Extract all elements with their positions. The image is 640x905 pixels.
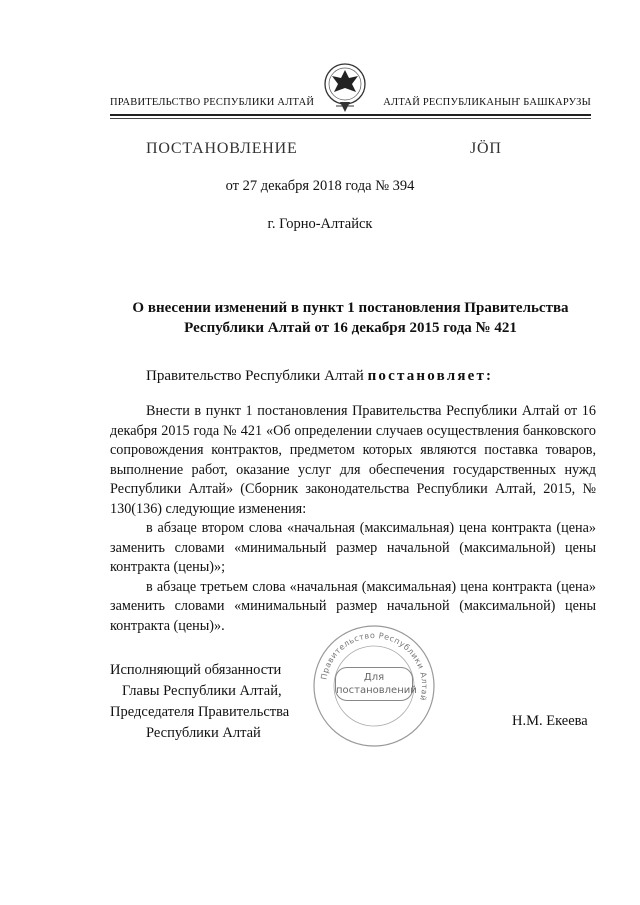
signature-block bbox=[110, 660, 289, 744]
stamp-center-line-1: Для bbox=[363, 672, 385, 683]
header-rule-thin bbox=[110, 118, 591, 119]
header-left-org: ПРАВИТЕЛЬСТВО РЕСПУБЛИКИ АЛТАЙ bbox=[110, 97, 315, 108]
preamble-text: Правительство Республики Алтай bbox=[146, 368, 368, 384]
signature-line-2: Главы Республики Алтай, bbox=[122, 683, 282, 699]
preamble-decree-word: постановляет: bbox=[367, 368, 494, 384]
signature-line-4: Республики Алтай bbox=[146, 725, 261, 741]
title-line-1: О внесении изменений в пункт 1 постановления Правительства bbox=[132, 300, 569, 316]
signature-line-1: Исполняющий обязанности bbox=[110, 662, 282, 678]
signature-line-3: Председателя Правительства bbox=[110, 704, 290, 720]
body-paragraph-2: в абзаце втором слова «начальная (максимальная) цена контракта (цена» заменить словами «минимальный размер начальной (максимальной) цены контракта (цены)»; bbox=[110, 520, 596, 575]
header-right-org: АЛТАЙ РЕСПУБЛИКАНЫҤ БАШКАРУЗЫ bbox=[383, 97, 591, 108]
doc-type-left: ПОСТАНОВЛЕНИЕ bbox=[146, 140, 298, 157]
preamble bbox=[146, 368, 493, 385]
document-city: г. Горно-Алтайск bbox=[267, 216, 373, 232]
document-date: от 27 декабря 2018 года № 394 bbox=[225, 178, 415, 194]
signatory-name: Н.М. Екеева bbox=[512, 713, 588, 729]
body-paragraph-3: в абзаце третьем слова «начальная (максимальная) цена контракта (цена» заменить словами «минимальный размер начальной (максимальной) цены контракта (цены)». bbox=[110, 578, 596, 634]
stamp-center-line-2: постановлений bbox=[336, 685, 417, 696]
stamp-center bbox=[335, 667, 417, 701]
header-rule-thick bbox=[110, 114, 591, 116]
stamp-ring-text: Правительство Республики Алтай bbox=[319, 630, 430, 702]
doc-type-right: ЈӦП bbox=[470, 140, 502, 157]
document-body bbox=[110, 402, 596, 636]
document-title bbox=[110, 298, 591, 338]
title-line-2: Республики Алтай от 16 декабря 2015 года № 421 bbox=[184, 320, 517, 336]
body-paragraph-1: Внести в пункт 1 постановления Правительства Республики Алтай от 16 декабря 2015 года № 421 «Об определении случаев осуществления банковского сопровождения контрактов, предметом которых являются поставка товаров, выполнение работ, оказание услуг для обеспечения государственных нужд Республики Алтай» (Сборник законодательства Республики Алтай, 2015, № 130(136) следующие изменения: bbox=[110, 403, 596, 517]
